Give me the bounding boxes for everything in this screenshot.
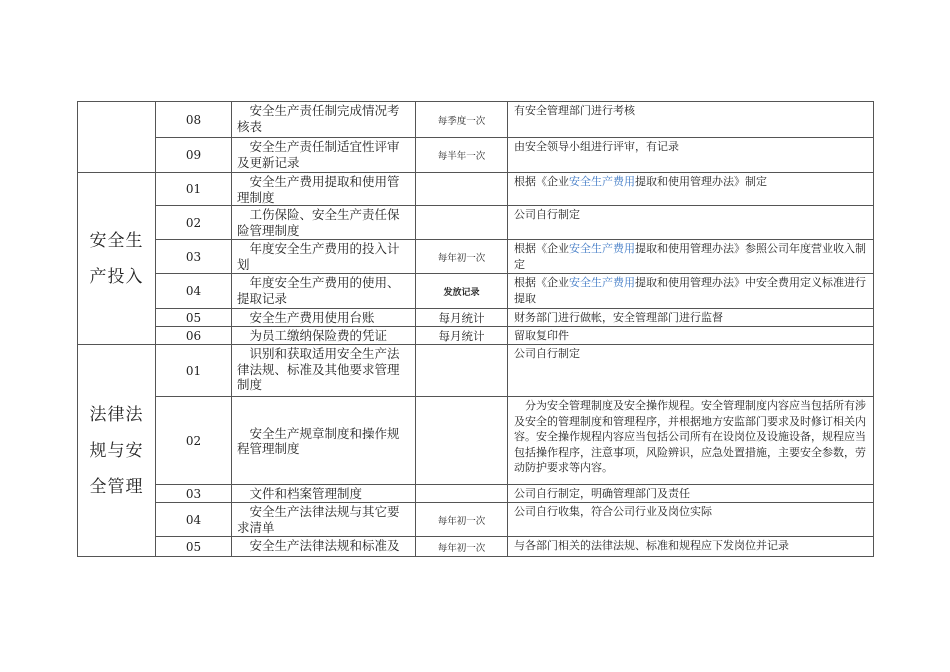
table-row <box>78 503 874 537</box>
document-table <box>77 101 874 557</box>
table-row <box>78 345 874 397</box>
item-name: 安全生产责任制完成情况考核表 <box>232 102 416 138</box>
table-row <box>78 485 874 503</box>
frequency <box>416 173 508 206</box>
note: 根据《企业安全生产费用提取和使用管理办法》中安全费用定义标准进行提取 <box>508 274 874 309</box>
row-number: 04 <box>156 503 232 537</box>
table-row <box>78 327 874 345</box>
row-number: 09 <box>156 138 232 173</box>
row-number: 01 <box>156 345 232 397</box>
item-name: 安全生产费用使用台账 <box>232 309 416 327</box>
table-row <box>78 537 874 557</box>
note: 公司自行收集，符合公司行业及岗位实际 <box>508 503 874 537</box>
note: 公司自行制定 <box>508 345 874 397</box>
highlight-term: 安全生产费用 <box>569 242 635 255</box>
row-number: 05 <box>156 537 232 557</box>
table-row <box>78 397 874 485</box>
table-row <box>78 173 874 206</box>
frequency <box>416 397 508 485</box>
category-cell: 安全生产投入 <box>78 173 156 345</box>
note: 有安全管理部门进行考核 <box>508 102 874 138</box>
highlight-term: 安全生产费用 <box>569 276 635 289</box>
frequency: 每年初一次 <box>416 537 508 557</box>
category-cell: 法律法规与安全管理 <box>78 345 156 557</box>
row-number: 06 <box>156 327 232 345</box>
table-row <box>78 102 874 138</box>
table-row <box>78 274 874 309</box>
frequency <box>416 485 508 503</box>
item-name: 安全生产费用提取和使用管理制度 <box>232 173 416 206</box>
item-name: 安全生产法律法规和标准及 <box>232 537 416 557</box>
item-name: 为员工缴纳保险费的凭证 <box>232 327 416 345</box>
note: 分为安全管理制度及安全操作规程。安全管理制度内容应当包括所有涉及安全的管理制度和管理程序，并根据地方安监部门要求及时修订相关内容。安全操作规程内容应当包括公司所有在设岗位及设施设备，规程应当包括操作程序，注意事项，风险辨识，应急处置措施，主要安全参数，劳动防护要求等内容。 <box>508 397 874 485</box>
item-name: 文件和档案管理制度 <box>232 485 416 503</box>
note: 留取复印件 <box>508 327 874 345</box>
item-name: 安全生产法律法规与其它要求清单 <box>232 503 416 537</box>
table-row <box>78 309 874 327</box>
item-name: 年度安全生产费用的投入计划 <box>232 240 416 274</box>
item-name: 年度安全生产费用的使用、提取记录 <box>232 274 416 309</box>
note: 根据《企业安全生产费用提取和使用管理办法》参照公司年度营业收入制定 <box>508 240 874 274</box>
item-name: 安全生产规章制度和操作规程管理制度 <box>232 397 416 485</box>
item-name: 安全生产责任制适宜性评审及更新记录 <box>232 138 416 173</box>
note: 由安全领导小组进行评审，有记录 <box>508 138 874 173</box>
table-row <box>78 138 874 173</box>
frequency <box>416 345 508 397</box>
note: 公司自行制定，明确管理部门及责任 <box>508 485 874 503</box>
row-number: 01 <box>156 173 232 206</box>
category-cell <box>78 102 156 173</box>
frequency <box>416 206 508 240</box>
frequency: 每半年一次 <box>416 138 508 173</box>
frequency: 每年初一次 <box>416 240 508 274</box>
row-number: 05 <box>156 309 232 327</box>
frequency: 每月统计 <box>416 327 508 345</box>
note: 公司自行制定 <box>508 206 874 240</box>
frequency: 每月统计 <box>416 309 508 327</box>
row-number: 04 <box>156 274 232 309</box>
row-number: 03 <box>156 240 232 274</box>
note: 与各部门相关的法律法规、标准和规程应下发岗位并记录 <box>508 537 874 557</box>
row-number: 02 <box>156 397 232 485</box>
note: 财务部门进行做帐，安全管理部门进行监督 <box>508 309 874 327</box>
note: 根据《企业安全生产费用提取和使用管理办法》制定 <box>508 173 874 206</box>
frequency: 每年初一次 <box>416 503 508 537</box>
table-row <box>78 206 874 240</box>
highlight-term: 安全生产费用 <box>569 175 635 188</box>
item-name: 工伤保险、安全生产责任保险管理制度 <box>232 206 416 240</box>
frequency: 每季度一次 <box>416 102 508 138</box>
item-name: 识别和获取适用安全生产法律法规、标准及其他要求管理制度 <box>232 345 416 397</box>
frequency: 发放记录 <box>416 274 508 309</box>
table-row <box>78 240 874 274</box>
row-number: 03 <box>156 485 232 503</box>
row-number: 02 <box>156 206 232 240</box>
row-number: 08 <box>156 102 232 138</box>
